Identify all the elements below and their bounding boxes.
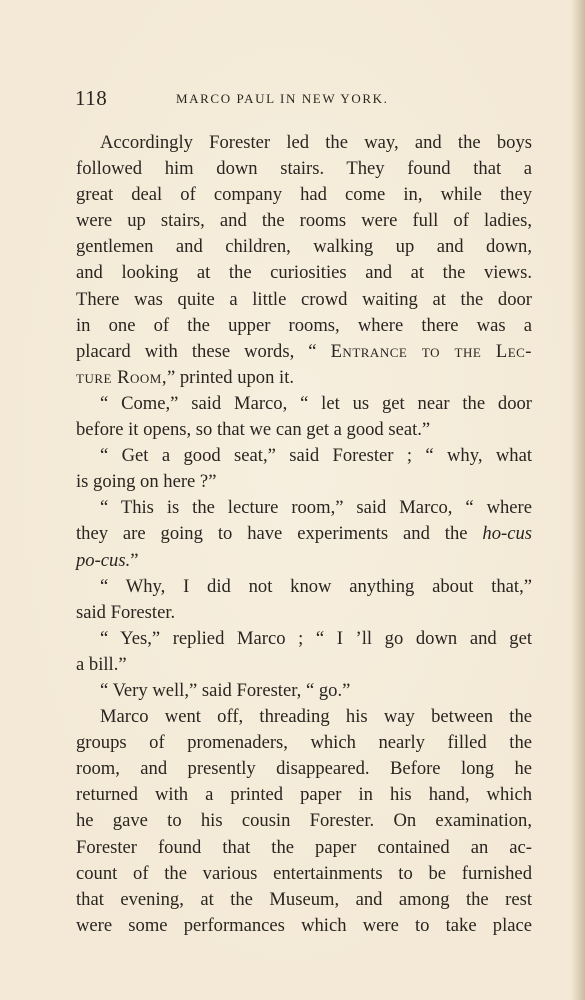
small-caps-run: Entrance to the Lec-: [330, 340, 532, 362]
small-caps-run: ture Room,: [76, 366, 167, 388]
body-text: [76, 130, 532, 939]
text-line: were up stairs, and the rooms were full of ladies,: [76, 210, 532, 232]
text-line: “ Why, I did not know anything about that,”: [100, 575, 532, 597]
text-line: [76, 548, 532, 574]
running-head: MARCO PAUL IN NEW YORK.: [176, 91, 389, 106]
text-line: “ Come,” said Marco, “ let us get near the door: [100, 392, 532, 414]
text-line: in one of the upper rooms, where there was a: [76, 314, 532, 336]
text-line: [76, 521, 532, 547]
text-line: groups of promenaders, which nearly filled the: [76, 732, 532, 754]
text-line: [76, 339, 532, 365]
text-line: he gave to his cousin Forester. On examination,: [76, 810, 532, 832]
italic-run: ho-cus: [482, 523, 532, 545]
text-run: ”: [130, 549, 139, 571]
text-line: before it opens, so that we can get a good seat.”: [76, 419, 431, 441]
text-line: room, and presently disappeared. Before long he: [76, 758, 532, 780]
italic-run: po-cus.: [76, 549, 131, 571]
text-line: that evening, at the Museum, and among the rest: [76, 888, 532, 910]
text-line: count of the various entertainments to be furnished: [76, 862, 532, 884]
text-line: “ Very well,” said Forester, “ go.”: [100, 679, 351, 701]
page-header: [75, 86, 531, 116]
text-line: There was quite a little crowd waiting at the door: [76, 288, 532, 310]
text-line: gentlemen and children, walking up and down,: [76, 236, 532, 258]
page-edge-shadow: [571, 0, 585, 1000]
page-number: 118: [75, 86, 108, 110]
text-line: a bill.”: [76, 653, 127, 675]
text-line: Marco went off, threading his way between the: [100, 706, 532, 728]
text-line: is going on here ?”: [76, 471, 217, 493]
text-line: “ This is the lecture room,” said Marco, “ where: [100, 497, 532, 519]
text-run: placard with these words, “: [76, 340, 331, 362]
text-line: “ Yes,” replied Marco ; “ I ’ll go down and get: [100, 627, 532, 649]
text-line: returned with a printed paper in his hand, which: [76, 784, 532, 806]
text-run: ” printed upon it.: [166, 366, 295, 388]
text-line: great deal of company had come in, while they: [76, 184, 532, 206]
text-line: said Forester.: [76, 601, 176, 623]
text-run: they are going to have experiments and the: [76, 523, 483, 545]
text-line: were some performances which were to take place: [76, 914, 532, 936]
text-line: and looking at the curiosities and at the views.: [76, 262, 532, 284]
text-line: “ Get a good seat,” said Forester ; “ why, what: [100, 445, 532, 467]
text-line: [76, 365, 532, 391]
text-line: followed him down stairs. They found that a: [76, 158, 532, 180]
text-line: Forester found that the paper contained an ac-: [76, 836, 532, 858]
text-line: Accordingly Forester led the way, and the boys: [100, 132, 532, 153]
